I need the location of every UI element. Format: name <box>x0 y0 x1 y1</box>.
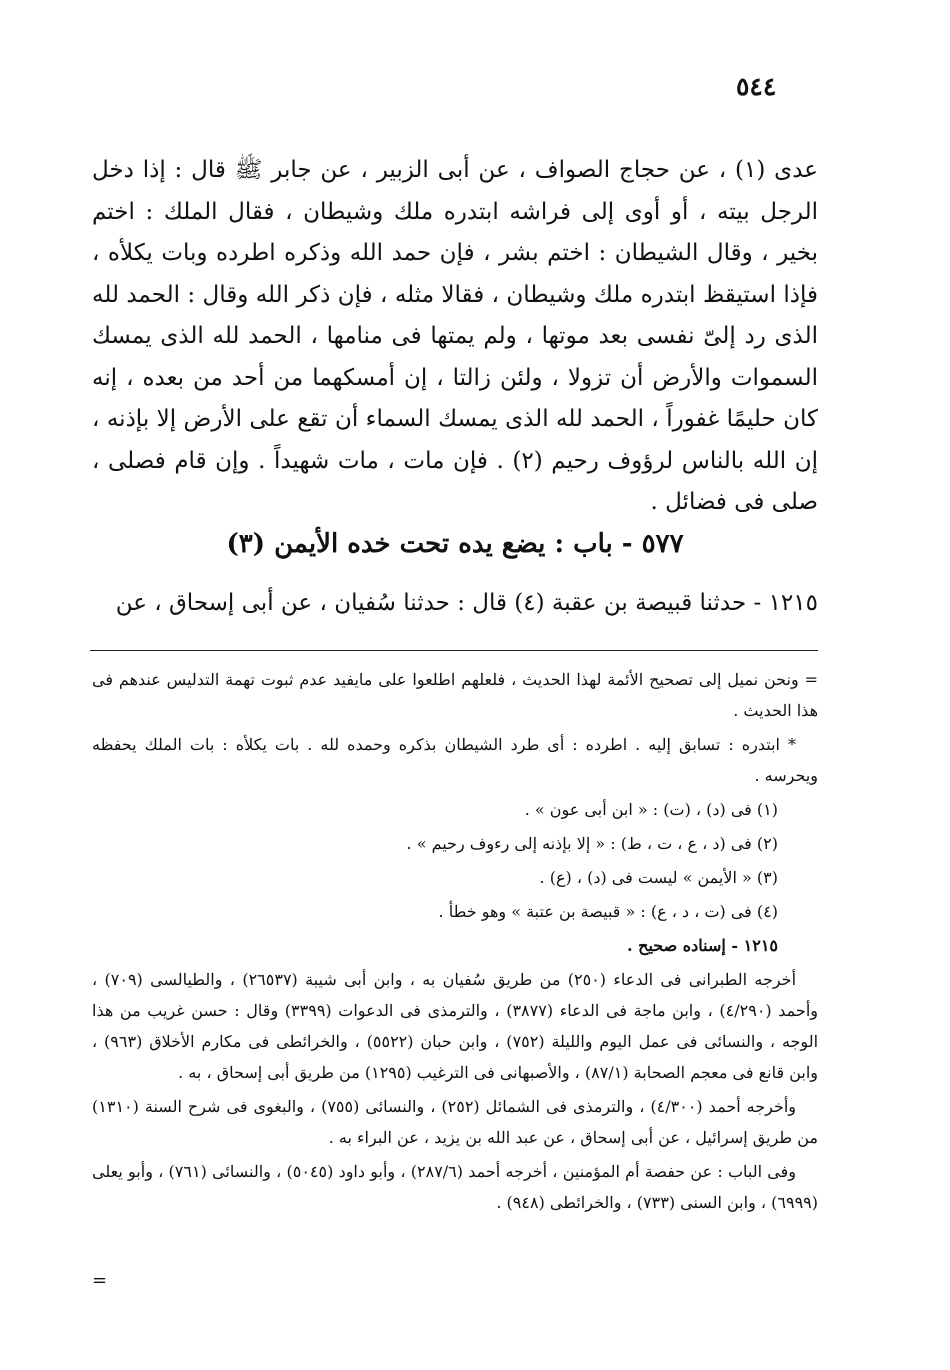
main-text-body <box>92 150 818 524</box>
footnote-3: (٣) « الأيمن » ليست فى (د) ، (ع) . <box>539 868 778 887</box>
footnotes-section <box>92 664 818 1221</box>
continuation-mark: = <box>92 1270 108 1291</box>
takhrij-paragraph: وأخرجه أحمد (٤/٣٠٠) ، والترمذى فى الشمائل (٢٥٢) ، والنسائى (٧٥٥) ، والبغوى فى شرح السنة (١٣١٠) من طريق إسرائيل ، عن أبى إسحاق ، عن عبد الله بن يزيد ، عن البراء به . <box>92 1097 818 1147</box>
takhrij-heading: ١٢١٥ - إسناده صحيح . <box>627 936 778 955</box>
hadith-text-paragraph: عدى (١) ، عن حجاج الصواف ، عن أبى الزبير ، عن جابر ﷺ قال : إذا دخل الرجل بيته ، أو أوى إلى فراشه ابتدره ملك وشيطان ، فقال الملك : اختم بخير ، وقال الشيطان : اختم بشر ، فإن حمد الله وذكره اطرده وبات يكلأه ، فإذا استيقظ ابتدره ملك وشيطان ، فقالا مثله ، فإن ذكر الله وقال : الحمد لله الذى رد إلىّ نفسى بعد موتها ، ولم يمتها فى منامها ، الحمد لله الذى يمسك السموات والأرض أن تزولا ، ولئن زالتا ، إن أمسكهما من أحد من بعده ، إنه كان حليمًا غفوراً ، الحمد لله الذى يمسك السماء أن تقع على الأرض إلا بإذنه ، إن الله بالناس لرؤوف رحيم (٢) . فإن مات ، مات شهيداً . وإن قام فصلى ، صلى فى فضائل . <box>92 157 819 515</box>
footnote-2: (٢) فى (د ، ع ، ت ، ط) : « إلا بإذنه إلى رءوف رحيم » . <box>406 834 778 853</box>
chapter-heading: ٥٧٧ - باب : يضع يده تحت خده الأيمن (٣) <box>226 529 684 559</box>
page-number: ٥٤٤ <box>736 72 777 101</box>
hadith-chain-line: ١٢١٥ - حدثنا قبيصة بن عقبة (٤) قال : حدثنا سُفيان ، عن أبى إسحاق ، عن <box>115 590 818 616</box>
footnote-1: (١) فى (د) ، (ت) : « ابن أبى عون » . <box>524 800 778 819</box>
footnote-glossary: * ابتدره : تسابق إليه . اطرده : أى طرد الشيطان بذكره وحمده لله . بات يكلأه : بات الملك يحفظه ويحرسه . <box>92 735 818 785</box>
footnote-4: (٤) فى (ت ، د ، ع) : « قبيصة بن عتبة » وهو خطأ . <box>438 902 778 921</box>
takhrij-paragraph: وفى الباب : عن حفصة أم المؤمنين ، أخرجه أحمد (٢٨٧/٦) ، وأبو داود (٥٠٤٥) ، والنسائى (٧٦١) ، وأبو يعلى (٦٩٩٩) ، وابن السنى (٧٣٣) ، والخرائطى (٩٤٨) . <box>92 1162 818 1212</box>
footnote-continuation: = ونحن نميل إلى تصحيح الأئمة لهذا الحديث ، فلعلهم اطلعوا على مايفيد عدم ثبوت تهمة التدليس عندهم فى هذا الحديث . <box>92 670 818 720</box>
footnote-divider <box>90 650 818 651</box>
takhrij-paragraph: أخرجه الطبرانى فى الدعاء (٢٥٠) من طريق سُفيان به ، وابن أبى شيبة (٢٦٥٣٧) ، والطيالسى (٧٠٩) ، وأحمد (٤/٢٩٠) ، وابن ماجة فى الدعاء (٣٨٧٧) ، والترمذى فى الدعوات (٣٣٩٩) وقال : حسن غريب من هذا الوجه ، والنسائى فى عمل اليوم والليلة (٧٥٢) ، وابن حبان (٥٥٢٢) ، والخرائطى فى مكارم الأخلاق (٩٦٣) ، وابن قانع فى معجم الصحابة (٨٧/١) ، والأصبهانى فى الترغيب (١٢٩٥) من طريق أبى إسحاق ، به . <box>92 970 819 1082</box>
